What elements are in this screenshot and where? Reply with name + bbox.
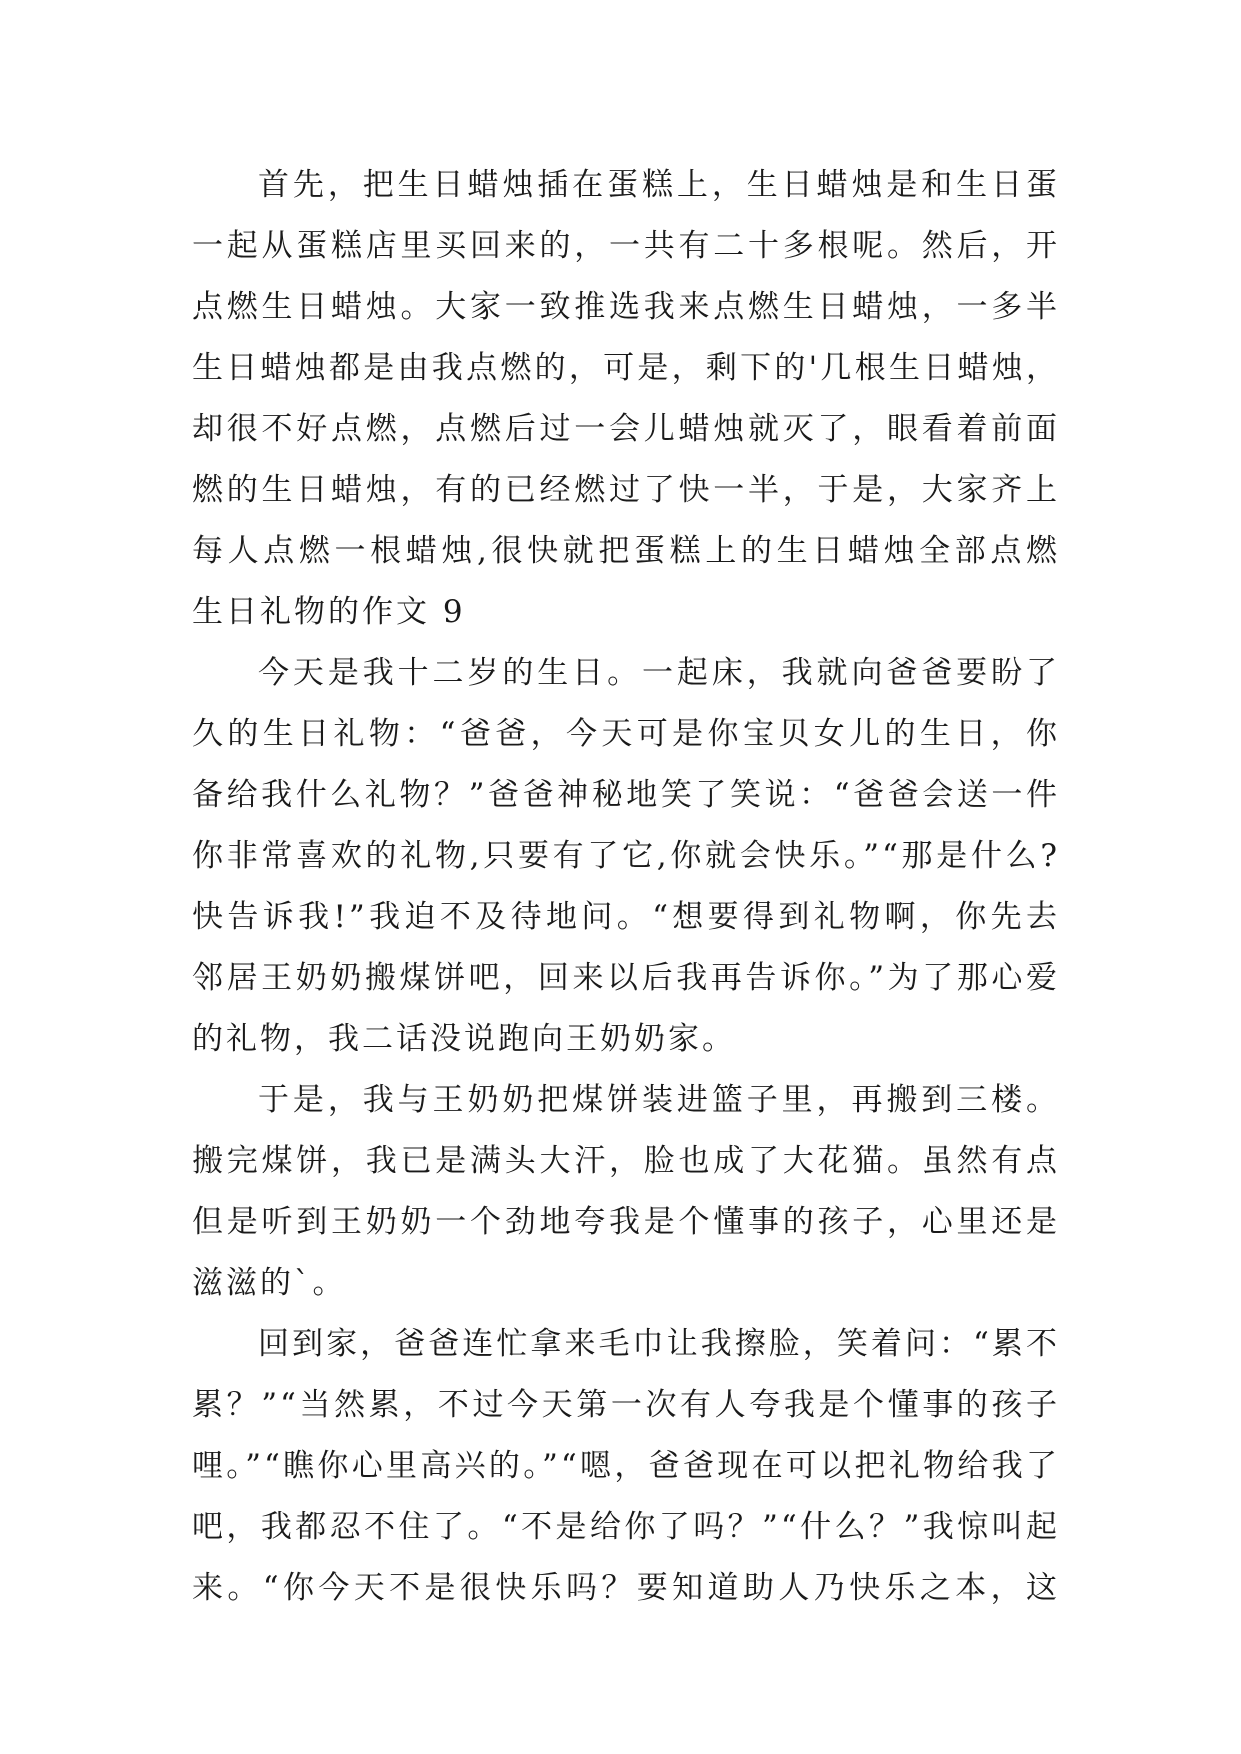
text-line: 快告诉我!”我迫不及待地问。“想要得到礼物啊，你先去	[192, 899, 1060, 935]
text-line: 一起从蛋糕店里买回来的，一共有二十多根呢。然后，开	[192, 228, 1060, 264]
paragraph-first-line: 回到家，爸爸连忙拿来毛巾让我擦脸，笑着问：“累不	[258, 1326, 1060, 1362]
text-line: 但是听到王奶奶一个劲地夸我是个懂事的孩子，心里还是	[192, 1204, 1060, 1240]
text-line: 燃的生日蜡烛，有的已经燃过了快一半，于是，大家齐上	[192, 472, 1060, 508]
text-line: 每人点燃一根蜡烛,很快就把蛋糕上的生日蜡烛全部点燃	[192, 533, 1060, 569]
text-line: 你非常喜欢的礼物,只要有了它,你就会快乐。”“那是什么?	[192, 838, 1060, 874]
text-line: 备给我什么礼物？”爸爸神秘地笑了笑说：“爸爸会送一件	[192, 777, 1060, 813]
text-line: 吧，我都忍不住了。“不是给你了吗？”“什么？”我惊叫起	[192, 1509, 1060, 1545]
text-line: 的礼物，我二话没说跑向王奶奶家。	[192, 1021, 736, 1057]
text-line: 却很不好点燃，点燃后过一会儿蜡烛就灭了，眼看着前面	[192, 411, 1060, 447]
text-line: 邻居王奶奶搬煤饼吧，回来以后我再告诉你。”为了那心爱	[192, 960, 1060, 996]
text-line: 累？”“当然累，不过今天第一次有人夸我是个懂事的孩子	[192, 1387, 1060, 1423]
text-line: 搬完煤饼，我已是满头大汗，脸也成了大花猫。虽然有点	[192, 1143, 1060, 1179]
text-line: 滋滋的`。	[192, 1265, 347, 1301]
text-line: 来。“你今天不是很快乐吗？要知道助人乃快乐之本，这	[192, 1570, 1060, 1606]
essay-body	[192, 155, 1060, 1619]
text-line: 久的生日礼物：“爸爸，今天可是你宝贝女儿的生日，你	[192, 716, 1060, 752]
paragraph-first-line: 于是，我与王奶奶把煤饼装进篮子里，再搬到三楼。	[258, 1082, 1060, 1118]
paragraph-first-line: 今天是我十二岁的生日。一起床，我就向爸爸要盼了	[258, 655, 1060, 691]
text-line: 生日蜡烛都是由我点燃的，可是，剩下的'几根生日蜡烛，	[192, 350, 1060, 386]
text-line: 哩。”“瞧你心里高兴的。”“嗯，爸爸现在可以把礼物给我了	[192, 1448, 1060, 1484]
text-line: 生日礼物的作文 9	[192, 594, 466, 630]
text-line: 点燃生日蜡烛。大家一致推选我来点燃生日蜡烛，一多半	[192, 289, 1060, 325]
paragraph-first-line: 首先，把生日蜡烛插在蛋糕上，生日蜡烛是和生日蛋	[258, 167, 1060, 203]
